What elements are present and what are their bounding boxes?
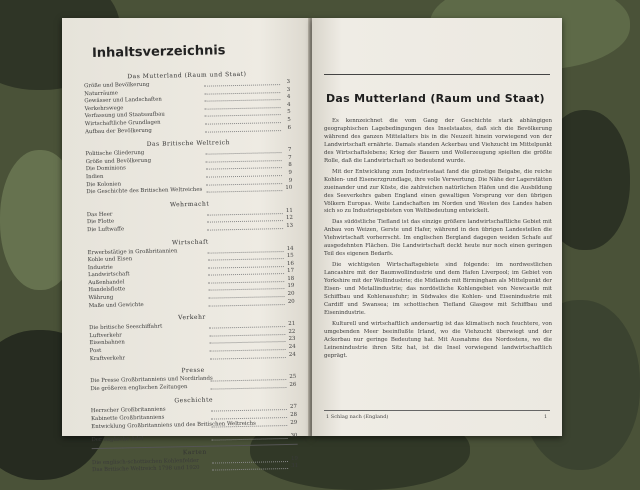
- toc-entry-label: Handelsflotte: [88, 286, 126, 294]
- toc-entry-page: 3: [286, 78, 291, 85]
- title-rule: [324, 74, 550, 75]
- toc-entry-page: 14: [286, 245, 294, 252]
- toc-entry-page: 3: [286, 86, 291, 93]
- toc-entry-page: 19: [287, 283, 295, 290]
- toc-entry-page: 31: [291, 463, 299, 470]
- toc-entry-page: 20: [287, 298, 295, 305]
- toc-entry-page: 29: [290, 419, 298, 426]
- toc-entry-label: Die englisch-schottischen Kohlenfelder: [91, 457, 199, 466]
- toc-entry-label: Verkehrswege: [84, 105, 124, 112]
- toc-leader-dots: [210, 357, 286, 360]
- toc-section-heading: Geschichte: [174, 396, 214, 405]
- toc-entry-label: Entwicklung Großbritanniens und des Britischen Weltreichs: [91, 420, 256, 430]
- toc-entry-page: 5: [287, 116, 291, 123]
- toc-entry-label: Politische Gliederung: [85, 150, 145, 158]
- toc-entry-label: Naturräume: [84, 90, 119, 97]
- toc-title: Inhaltsverzeichnis: [91, 43, 226, 61]
- toc-entry-label: Die Geschichte des Britischen Weltreiches: [86, 186, 203, 196]
- toc-leader-dots: [207, 228, 283, 231]
- toc-leader-dots: [205, 130, 281, 133]
- toc-section: [84, 70, 291, 136]
- toc-section: [85, 138, 292, 197]
- toc-entry-page: 22: [288, 328, 296, 335]
- toc-entry-label: Die Kolonien: [86, 180, 122, 188]
- toc-entry-page: 4: [287, 101, 291, 108]
- toc-entry-page: 7: [288, 154, 292, 161]
- toc-section: [87, 199, 294, 235]
- toc-entry-label: Die größeren englischen Zeitungen: [90, 383, 188, 392]
- toc-entry-label: Die Flotte: [86, 218, 115, 226]
- paragraph: Mit der Entwicklung zum Industriestaat fand die günstige Beigabe, die reiche Kohlen- und Eisenerzgrundlage, ihre volle Verwertung. Die Nähe der Lagerstätten zueinander und zur Küste, die zahlreichen natürlichen Häfen und die Ausbildung des Seeverkehrs gaben England einen gewaltigen Vorsprung vor den übrigen Völkern Europas. Weite Landschaften im Norden und Westen des Landes haben sich so zu Industriegebieten von Weltbedeutung entwickelt.: [324, 168, 552, 215]
- toc-entry-page: 18: [287, 275, 295, 282]
- toc-section: [91, 395, 298, 431]
- toc-entry-label: Die Presse Großbritanniens und Nordirlands: [90, 375, 213, 385]
- toc-entry-label: Die Luftwaffe: [87, 226, 125, 234]
- toc-entry-page: 27: [289, 404, 297, 411]
- toc-leader-dots: [212, 468, 288, 471]
- toc-entry-label: Größe und Bevölkerung: [85, 157, 152, 165]
- toc-entry-label: Das Heer: [86, 211, 113, 218]
- toc-entry-label: Erwerbstätige in Großbritannien: [87, 247, 178, 256]
- toc-entry-label: Das Britische Weltreich 1798 und 1920: [92, 465, 200, 474]
- toc-entry-label: Außenhandel: [88, 279, 125, 287]
- toc-leader-dots: [206, 190, 282, 193]
- toc-section-heading: Das Mutterland (Raum und Staat): [127, 70, 247, 81]
- toc-entry-label: Post: [89, 347, 102, 355]
- toc-entry-label: Größe und Bevölkerung: [84, 81, 150, 90]
- toc-entry-page: 9: [288, 177, 293, 184]
- toc-leader-dots: [212, 438, 288, 441]
- toc-entry-label: Herrscher Großbritanniens: [90, 406, 166, 415]
- right-page: [312, 18, 562, 436]
- toc-entry-label: Währung: [88, 294, 114, 302]
- toc-entry-label: Die Dominions: [85, 165, 126, 173]
- toc-entry-label: Industrie: [87, 264, 113, 271]
- toc-entry-label: Der englische Adel: [91, 436, 144, 444]
- toc-entry-page: 10: [285, 184, 293, 192]
- toc-entry-page: 20: [287, 290, 295, 298]
- toc-entry-label: Wirtschaftliche Grundlagen: [84, 119, 161, 128]
- toc-entry-page: 11: [285, 207, 293, 214]
- footer-note: 1 Schlag nach (England): [326, 414, 389, 420]
- toc-entry-page: 26: [289, 381, 297, 388]
- toc-leader-dots: [209, 304, 285, 307]
- toc-section: [89, 312, 296, 363]
- toc-section-heading: Karten: [182, 448, 207, 456]
- toc-entry-page: 6: [287, 124, 292, 131]
- toc-entry-page: 23: [288, 336, 296, 343]
- toc-entry-page: 5: [287, 109, 291, 116]
- toc-entry-page: 19: [291, 455, 299, 462]
- toc-entry-page: 8: [288, 162, 292, 169]
- paragraph: Die wichtigsten Wirtschaftsgebiete sind folgende: im nordwestlichen Lancashire mit der Baumwollindustrie und dem Hafen Liverpool; im Gebiet von Yorkshire mit der Wollindustrie; die Midlands mit Birmingham als Mittelpunkt der Eisen- und Metallindustrie; das nordöstliche Kohlengebiet von Newcastle mit Schiffbau und Kohlenausfuhr; in Südwales die Kohlen- und Eisenindustrie mit Cardiff und Swansea; im schottischen Tiefland Glasgow mit Schiffbau und Eisenindustrie.: [324, 262, 552, 316]
- table-of-contents: [84, 68, 298, 475]
- toc-entry-label: Kohle und Eisen: [87, 256, 133, 264]
- toc-section-heading: Das Britische Weltreich: [146, 139, 231, 149]
- toc-entry-page: 16: [286, 260, 294, 267]
- toc-entry-page: 9: [288, 169, 293, 176]
- toc-entry-page: 24: [288, 343, 296, 351]
- toc-entry-label: Verfassung und Staatsaufbau: [84, 111, 165, 120]
- toc-section: [87, 236, 294, 310]
- toc-entry-label: Kraftverkehr: [89, 355, 126, 362]
- left-page: [62, 18, 310, 474]
- toc-entry-label: Luftverkehr: [89, 332, 122, 339]
- paragraph: Es kennzeichnet die vom Gang der Geschichte stark abhängigen geographischen Lagebedingungen des Inselstaates, daß sich die Bevölkerung während des ganzen Mittelalters bis in die Neuzeit hinein vorwiegend von der Landwirtschaft ernährte. Damals standen Ackerbau und Viehzucht im Mittelpunkt des Wirtschaftslebens; Krieg der Bauern und Wollerzeugung spielten die größte Rolle, daß die Landwirtschaft so bedeutend wurde.: [324, 118, 552, 164]
- toc-entry-label: Kabinette Großbritanniens: [91, 414, 165, 423]
- toc-section-heading: Verkehr: [178, 313, 206, 322]
- toc-entry-page: 15: [286, 252, 294, 260]
- open-booklet: [62, 18, 562, 474]
- toc-entry-page: 13: [286, 222, 294, 229]
- toc-entry-page: 30: [290, 432, 298, 440]
- toc-leader-dots: [210, 387, 286, 390]
- toc-entry-page: 28: [290, 411, 298, 418]
- toc-entry-page: 17: [287, 268, 295, 275]
- footer-rule: [324, 410, 550, 411]
- toc-entry-page: 12: [285, 215, 293, 222]
- toc-entry-label: Landwirtschaft: [87, 271, 130, 279]
- toc-section: [90, 365, 296, 393]
- toc-entry-label: Maße und Gewichte: [88, 301, 144, 309]
- toc-entry-label: Indien: [85, 173, 104, 181]
- toc-entry-page: 21: [288, 321, 296, 328]
- toc-section-heading: Wehrmacht: [169, 200, 210, 209]
- toc-entry: [91, 433, 297, 445]
- toc-entry-label: Eisenbahnen: [89, 339, 125, 347]
- toc-entry-page: 25: [289, 374, 297, 381]
- body-text: [324, 118, 552, 364]
- toc-entry-label: Aufbau der Bevölkerung: [84, 127, 152, 135]
- toc-entry-page: 7: [287, 147, 292, 154]
- toc-section-heading: Presse: [181, 366, 205, 375]
- paragraph: Das südöstliche Tiefland ist das einzige größere landwirtschaftliche Gebiet mit Anbau von Weizen, Gerste und Hafer, während in den übrigen Landesteilen die Viehwirtschaft vorherrscht. Im englischen Bergland dagegen weiden Schafe auf ausgedehnten Flächen. Die Landwirtschaft deckt heute nur noch einen geringen Teil des eigenen Bedarfs.: [324, 219, 552, 258]
- toc-entry-label: Gewässer und Landschaften: [84, 96, 162, 105]
- toc-section-heading: Wirtschaft: [171, 238, 209, 246]
- page-number: 1: [544, 414, 548, 420]
- toc-entry-page: 4: [286, 94, 291, 101]
- paragraph: Kulturell und wirtschaftlich andersartig ist das klimatisch noch feuchtere, von umgebenden Meer beeinflußte Irland, wo die Viehzucht überwiegt und der Ackerbau nur geringe Bedeutung hat. Mit Ausnahme des Nordostens, wo die Leinenindustrie ihren Sitz hat, ist die Insel vorwiegend landwirtschaftlich geprägt.: [324, 320, 552, 359]
- page-title: Das Mutterland (Raum und Staat): [326, 92, 545, 105]
- toc-entry-page: 24: [288, 351, 296, 358]
- toc-entry-label: Die britische Seeschiffahrt: [89, 323, 163, 332]
